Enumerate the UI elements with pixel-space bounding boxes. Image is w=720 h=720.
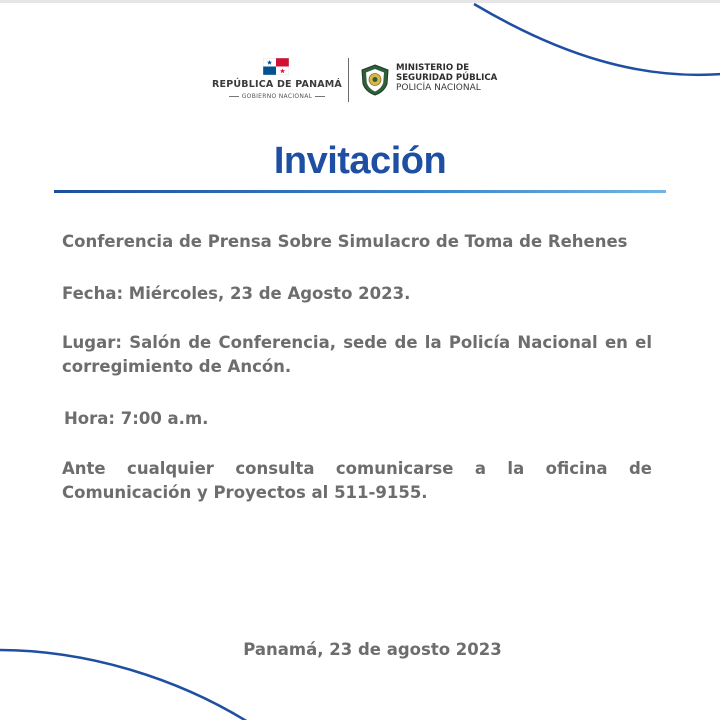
header-logos bbox=[212, 54, 512, 104]
government-label: GOBIERNO NACIONAL bbox=[212, 93, 342, 100]
ministry-logo-text bbox=[396, 63, 536, 93]
republic-name: REPÚBLICA DE PANAMÁ bbox=[212, 79, 342, 90]
event-text: Conferencia de Prensa Sobre Simulacro de Toma de Rehenes bbox=[62, 232, 628, 251]
top-border bbox=[0, 0, 720, 3]
ministry-line-1: MINISTERIO DE bbox=[396, 63, 470, 73]
place-date-footer: Panamá, 23 de agosto 2023 bbox=[243, 640, 502, 659]
date-text: Fecha: Miércoles, 23 de Agosto 2023. bbox=[62, 284, 411, 303]
invitation-title: Invitación bbox=[273, 140, 447, 182]
panama-flag-icon bbox=[263, 58, 289, 75]
police-seal-icon bbox=[360, 64, 390, 96]
title-underline bbox=[54, 190, 666, 193]
logo-divider bbox=[348, 58, 349, 102]
ministry-line-2: SEGURIDAD PÚBLICA bbox=[396, 73, 498, 83]
time-text: Hora: 7:00 a.m. bbox=[64, 409, 209, 428]
place-text: Lugar: Salón de Conferencia, sede de la Policía Nacional en el corregimiento de Ancón. bbox=[62, 333, 652, 376]
republic-logo bbox=[212, 54, 342, 104]
ministry-line-3: POLICÍA NACIONAL bbox=[396, 83, 481, 93]
contact-text: Ante cualquier consulta comunicarse a la oficina de Comunicación y Proyectos al 511-9155. bbox=[62, 459, 652, 502]
